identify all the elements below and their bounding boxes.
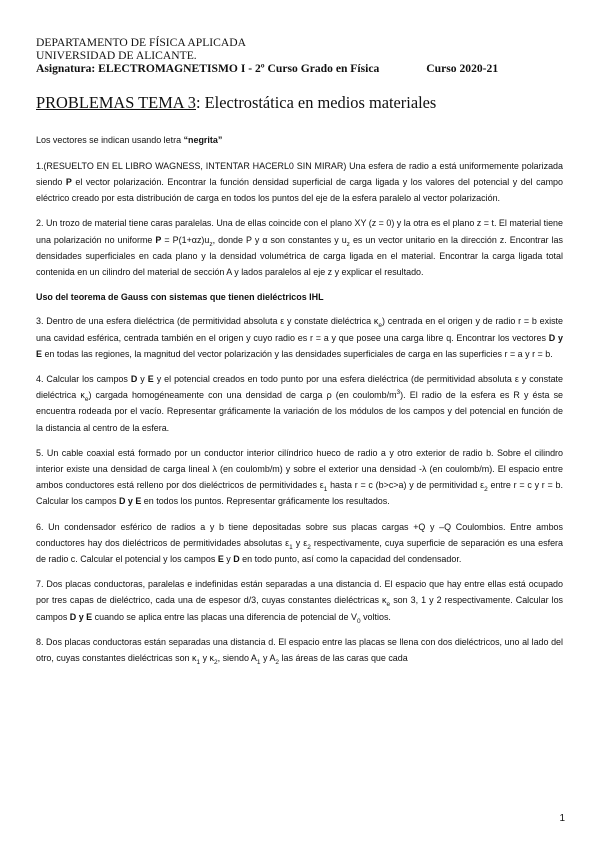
p1-text-c: el vector polarización. Encontrar la función densidad superficial de carga ligada y los valores del potencial y del campo eléctrico creado por esta distribución de carga en todos los puntos del eje de la esfera paralelo al vector polarización. <box>36 177 563 204</box>
p6-text-i: en todo punto, así como la capacidad del condensador. <box>239 554 462 565</box>
intro-bold: “negrita” <box>183 134 223 145</box>
p5-sub-1: 1 <box>323 486 328 494</box>
p2-sub-z: z <box>209 240 213 248</box>
p1-vector-p: P <box>65 177 72 188</box>
p8-text-i: las áreas de las caras que cada <box>279 653 408 664</box>
p8-text-g: y A <box>260 653 276 664</box>
p6-text-e: respectivamente, cuya superficie de separación es una esfera de radio c. Calcular el potencial y los campos <box>36 537 563 565</box>
p4-text-i: ). El radio de la esfera es R y ésta se encuentra rodeada por el vacío. Representar gráficamente la variación de los módulos de los campos y del potencial en función de la distancia al centro de la esfera. <box>36 390 564 433</box>
p2-text-c: = P(1+αz)u <box>161 234 210 245</box>
problem-8 <box>36 634 563 666</box>
p1-text-a: 1.(RESUELTO EN EL LIBRO WAGNESS, INTENTAR HACERL0 SIN MIRAR) Una esfera de radio a está uniformemente polarizada siendo <box>36 160 563 188</box>
problem-5 <box>36 445 563 510</box>
intro-note <box>36 132 563 148</box>
university-line: UNIVERSIDAD DE ALICANTE. <box>36 49 197 63</box>
problem-3 <box>36 313 563 362</box>
p8-text-e: , siendo A <box>217 653 257 664</box>
p5-text-e: entre r = c y r = b. Calcular los campos <box>36 480 563 507</box>
page-number: 1 <box>559 813 565 824</box>
title-rest: : Electrostática en medios materiales <box>196 92 437 112</box>
p4-vector-d: D <box>130 374 138 385</box>
document-header <box>36 36 563 76</box>
problem-1 <box>36 158 563 207</box>
p2-sub-z2: z <box>346 240 350 248</box>
p7-text-g: voltios. <box>360 611 391 622</box>
p8-sub-1: 1 <box>196 658 201 666</box>
p6-text-c: y ε <box>292 537 308 548</box>
subject-line <box>36 62 563 75</box>
subject-name: Asignatura: ELECTROMAGNETISMO I - 2º Curso Grado en Física <box>36 62 380 76</box>
p3-sub-e: e <box>378 322 382 330</box>
p6-text-a: 6. Un condensador esférico de radios a y b tiene depositadas sobre sus placas cargas +Q y –Q Coulombios. Entre ambos conductores hay dos dieléctricos de permitividades absolutas ε <box>36 521 563 548</box>
problem-6 <box>36 519 563 568</box>
title-main: PROBLEMAS TEMA 3 <box>36 92 196 112</box>
page-title <box>36 93 563 113</box>
p7-text-c: son 3, 1 y 2 respectivamente. Calcular los campos <box>36 595 564 622</box>
p7-sub-0: 0 <box>356 617 361 625</box>
p3-text-a: 3. Dentro de una esfera dieléctrica (de permitividad absoluta ε y constate dieléctrica κ <box>36 316 379 327</box>
p6-sub-2: 2 <box>307 543 311 551</box>
document-body <box>36 132 563 667</box>
p4-text-g: ) cargada homogéneamente con una densidad de carga ρ (en coulomb/m <box>88 390 397 401</box>
p5-vectors: D y E <box>118 496 142 507</box>
p4-sub-e: e <box>84 396 89 404</box>
course-year: Curso 2020-21 <box>426 62 499 76</box>
p6-vector-e: E <box>217 554 224 565</box>
problem-4 <box>36 371 563 436</box>
p5-text-a: 5. Un cable coaxial está formado por un conductor interior cilíndrico hueco de radio a y otro exterior de radio b. Sobre el cilindro interior existe una densidad de carga lineal λ (en coulomb/m) y sobre el exterior una densidad -λ (en coulomb/m). El espacio entre ambos conductores está relleno por dos dieléctricos de permitividades ε <box>36 447 563 491</box>
p3-vectors: D y E <box>36 332 563 359</box>
p5-sub-2: 2 <box>484 486 488 494</box>
p8-sub-a2: 2 <box>275 658 280 666</box>
p8-sub-2: 2 <box>214 658 218 666</box>
p2-text-g: es un vector unitario en la dirección z. Encontrar las densidades superficiales en cada plano y la densidad volumétrica de carga ligada en el material. Encontrar la carga ligada total contenida en un cilindro del material de sección A y lados paralelos al eje z y explicar el resultado. <box>36 234 563 278</box>
intro-text: Los vectores se indican usando letra <box>36 134 184 145</box>
p5-text-g: en todos los puntos. Representar gráficamente los resultados. <box>141 496 390 507</box>
p4-text-a: 4. Calcular los campos <box>36 374 131 385</box>
p4-sup-3: 3 <box>396 389 401 397</box>
problem-7 <box>36 576 563 625</box>
p7-text-a: 7. Dos placas conductoras, paralelas e indefinidas están separadas a una distancia d. El espacio que hay entre ellas está ocupado por tres capas de dieléctrico, cada una de espesor d/3, cuyas constantes dieléctricas κ <box>36 579 563 606</box>
p4-vector-e: E <box>147 374 154 385</box>
p5-text-c: hasta r = c (b>c>a) y de permitividad ε <box>327 480 485 491</box>
p3-text-c: ) centrada en el origen y de radio r = b existe una cavidad esférica, centrada también en el origen y cuyo radio es r = a y que posee una carga libre q. Encontrar los vectores <box>36 316 563 343</box>
p6-sub-1: 1 <box>289 543 293 551</box>
p8-text-c: y κ <box>200 653 214 664</box>
p6-text-g: y <box>223 554 234 565</box>
p7-text-e: cuando se aplica entre las placas una diferencia de potencial de V <box>92 611 357 622</box>
section-heading: Uso del teorema de Gauss con sistemas que tienen dieléctricos IHL <box>36 292 324 303</box>
p8-sub-a1: 1 <box>256 658 261 666</box>
p4-text-e: y el potencial creados en todo punto por una esfera dieléctrica (de permitividad absoluta ε y constate dieléctrica κ <box>36 374 564 401</box>
p7-sub-e: e <box>386 601 391 609</box>
problem-2 <box>36 215 563 280</box>
p8-text-a: 8. Dos placas conductoras están separadas una distancia d. El espacio entre las placas se llena con dos dieléctricos, uno al lado del otro, cuyas constantes dieléctricas son κ <box>36 636 563 664</box>
p2-text-e: , donde P y α son constantes y u <box>212 234 347 245</box>
p7-vectors: D y E <box>69 611 93 622</box>
p6-vector-d: D <box>233 554 240 565</box>
department-line: DEPARTAMENTO DE FÍSICA APLICADA <box>36 36 246 49</box>
p2-text-a: 2. Un trozo de material tiene caras paralelas. Una de ellas coincide con el plano XY (z = 0) y la otra es el plano z = t. El material tiene una polarización no uniforme <box>36 218 563 245</box>
p3-text-e: en todas las regiones, la magnitud del vector polarización y las densidades superficiales de carga en las superficies r = a y r = b. <box>41 348 553 359</box>
p4-text-c: y <box>137 374 148 385</box>
p2-vector-p: P <box>155 234 162 245</box>
